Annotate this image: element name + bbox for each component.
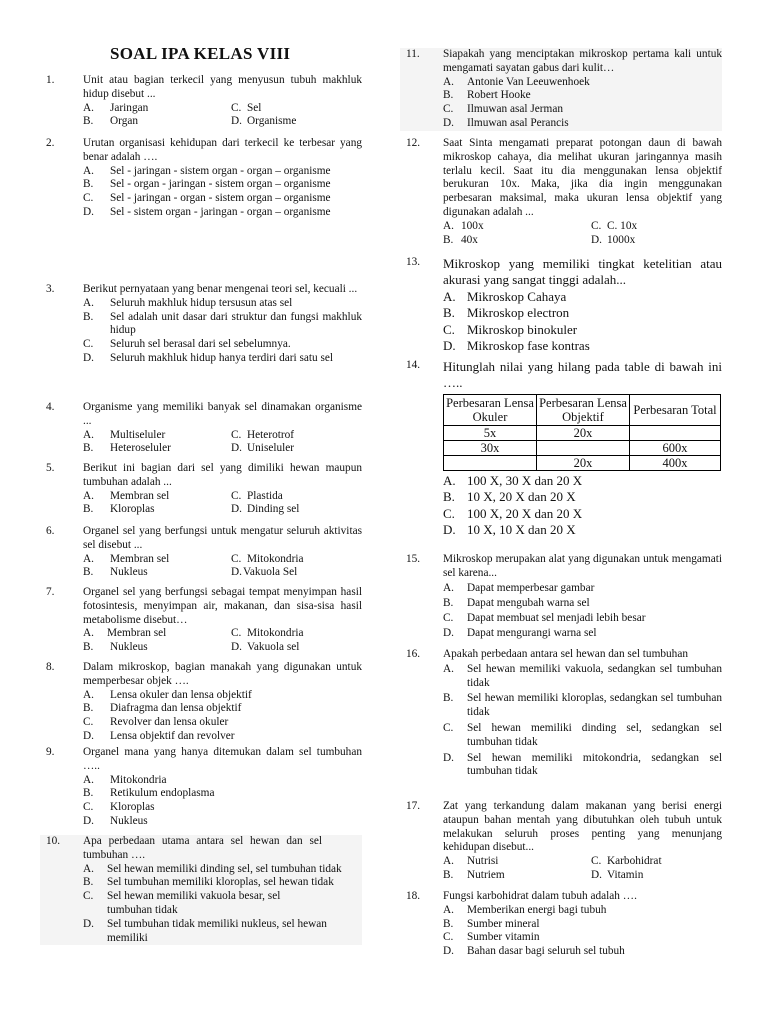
question-number: 8.	[46, 661, 55, 673]
option-c[interactable]: C. C. 10x	[591, 219, 638, 232]
option-d[interactable]: D. 1000x	[591, 233, 636, 246]
question-stem: Unit atau bagian terkecil yang menyusun tubuh makhluk hidup disebut ...	[83, 74, 362, 100]
option-c[interactable]: C. Plastida	[231, 489, 283, 502]
option-d[interactable]: D. Seluruh makhluk hidup hanya terdiri dari satu sel	[83, 351, 334, 364]
option-a[interactable]: A. Lensa okuler dan lensa objektif	[83, 688, 252, 701]
question-1	[40, 74, 362, 129]
question-number: 5.	[46, 462, 55, 474]
option-d[interactable]: D. Mikroskop fase kontras	[443, 338, 590, 354]
option-b[interactable]: B. Nukleus	[83, 566, 148, 579]
option-a[interactable]: A. Seluruh makhluk hidup tersusun atas sel	[83, 296, 293, 309]
option-d[interactable]: D. Sel - sistem organ - jaringan - organ – organisme	[83, 205, 331, 218]
option-d[interactable]: D. Vakuola sel	[231, 641, 300, 654]
table-row: 30x 600x	[444, 440, 721, 455]
question-number: 3.	[46, 283, 55, 295]
option-c[interactable]: C. Sel - jaringan - organ - sistem organ – organisme	[83, 192, 331, 205]
option-b[interactable]: B. Organ	[83, 115, 139, 128]
option-d[interactable]: D. Bahan dasar bagi seluruh sel tubuh	[443, 945, 625, 958]
option-b[interactable]: B. Retikulum endoplasma	[83, 787, 215, 800]
question-number: 10.	[46, 835, 61, 847]
question-number: 6.	[46, 525, 55, 537]
option-c[interactable]: C. 100 X, 20 X dan 20 X	[443, 505, 583, 521]
magnification-table	[443, 394, 721, 471]
question-number: 9.	[46, 746, 55, 758]
question-stem: Urutan organisasi kehidupan dari terkecil ke terbesar yang benar adalah ….	[83, 137, 362, 163]
option-c[interactable]: C. Mitokondria	[231, 552, 304, 565]
option-b[interactable]: B. Sel hewan memiliki kloroplas, sedangkan sel tumbuhan tidak	[443, 692, 722, 719]
option-b[interactable]: B. Kloroplas	[83, 503, 155, 516]
option-a[interactable]: A. Sel hewan memiliki dinding sel, sel tumbuhan tidak	[83, 862, 342, 875]
question-11	[400, 48, 722, 131]
table-row: 20x 400x	[444, 455, 721, 470]
option-b[interactable]: B. Nukleus	[83, 641, 148, 654]
table-header: Perbesaran Lensa Okuler	[444, 394, 537, 425]
question-stem: Mikroskop yang memiliki tingkat ketelitian atau akurasi yang sangat tinggi adalah...	[443, 256, 722, 288]
question-stem: Siapakah yang menciptakan mikroskop pertama kali untuk mengamati sayatan gabus dari kulit…	[443, 48, 722, 74]
option-d[interactable]: D. Lensa objektif dan revolver	[83, 729, 235, 742]
option-c[interactable]: C. Sumber vitamin	[443, 931, 540, 944]
option-d[interactable]: D. Sel tumbuhan tidak memiliki nukleus, sel hewan memiliki	[83, 917, 327, 944]
option-a[interactable]: A. 100 X, 30 X dan 20 X	[443, 472, 583, 488]
option-d[interactable]: D. 10 X, 10 X dan 20 X	[443, 522, 576, 538]
question-stem: Apakah perbedaan antara sel hewan dan sel tumbuhan	[443, 648, 688, 660]
question-7	[40, 586, 362, 655]
option-a[interactable]: A. Memberikan energi bagi tubuh	[443, 903, 607, 916]
question-stem: Saat Sinta mengamati preparat potongan daun di bawah mikroskop cahaya, dia melihat ukuran jaringannya masih terlalu kecil. Saat itu dia menggunakan lensa objektif berukuran 10x. Maka, jika dia ingin menggunakan perbesaran maksimal, maka ukuran lensa objektif yang digunakan adalah ...	[443, 137, 722, 218]
option-d[interactable]: D. Sel hewan memiliki mitokondria, sedangkan sel tumbuhan tidak	[443, 751, 722, 778]
option-d[interactable]: D. Dinding sel	[231, 503, 300, 516]
option-b[interactable]: B. Sel tumbuhan memiliki kloroplas, sel hewan tidak	[83, 876, 334, 889]
question-12	[400, 137, 722, 247]
option-b[interactable]: B. Robert Hooke	[443, 89, 531, 102]
option-d[interactable]: D. Dapat mengurangi warna sel	[443, 626, 597, 639]
option-b[interactable]: B. Sumber mineral	[443, 917, 540, 930]
option-d[interactable]: D. Ilmuwan asal Perancis	[443, 116, 569, 129]
option-c[interactable]: C. Seluruh sel berasal dari sel sebelumnya.	[83, 338, 291, 351]
option-d[interactable]: D. Vakuola Sel	[231, 566, 298, 579]
option-b[interactable]: B. Sel - organ - jaringan - sistem organ – organisme	[83, 178, 331, 191]
option-a[interactable]: A. 100x	[443, 219, 484, 232]
option-c[interactable]: C. Heterotrof	[231, 428, 295, 441]
option-b[interactable]: B. Nutriem	[443, 868, 505, 881]
option-a[interactable]: A. Membran sel	[83, 489, 170, 502]
option-c[interactable]: C. Kloroplas	[83, 801, 155, 814]
question-stem: Mikroskop merupakan alat yang digunakan untuk mengamati sel karena...	[443, 553, 722, 579]
option-a[interactable]: A. Jaringan	[83, 101, 149, 114]
question-17	[400, 800, 722, 883]
question-stem: Organel sel yang berfungsi sebagai tempat menyimpan hasil fotosintesis, menyimpan air, makanan, dan sisa-sisa hasil metabolisme disebut…	[83, 586, 362, 626]
question-stem: Berikut ini bagian dari sel yang dimiliki hewan maupun tumbuhan adalah ...	[83, 462, 362, 488]
option-b[interactable]: B. 40x	[443, 233, 478, 246]
option-c[interactable]: C. Sel hewan memiliki vakuola besar, sel tumbuhan tidak	[83, 890, 281, 916]
option-a[interactable]: A. Sel hewan memiliki vakuola, sedangkan sel tumbuhan tidak	[443, 662, 722, 689]
question-number: 14.	[406, 359, 421, 371]
option-b[interactable]: B. Diafragma dan lensa objektif	[83, 702, 242, 715]
question-15	[400, 553, 722, 641]
option-c[interactable]: C. Dapat membuat sel menjadi lebih besar	[443, 611, 646, 624]
question-9	[40, 746, 362, 829]
question-6	[40, 525, 362, 580]
question-16	[400, 648, 722, 779]
option-a[interactable]: A. Mitokondria	[83, 773, 167, 786]
table-header: Perbesaran Lensa Objektif	[537, 394, 630, 425]
question-number: 13.	[406, 256, 421, 268]
question-number: 1.	[46, 74, 55, 86]
question-2	[40, 137, 362, 220]
question-stem: Fungsi karbohidrat dalam tubuh adalah ….	[443, 890, 637, 902]
option-c[interactable]: C. Karbohidrat	[591, 855, 662, 868]
option-c[interactable]: C. Mitokondria	[231, 627, 304, 640]
question-number: 15.	[406, 553, 421, 565]
question-stem: Organisme yang memiliki banyak sel dinamakan organisme ...	[83, 401, 362, 427]
page-title: SOAL IPA KELAS VIII	[110, 44, 291, 63]
option-c[interactable]: C. Mikroskop binokuler	[443, 321, 578, 337]
question-stem: Apa perbedaan utama antara sel hewan dan sel tumbuhan ….	[83, 835, 322, 861]
option-c[interactable]: C. Revolver dan lensa okuler	[83, 716, 229, 729]
question-stem: Hitunglah nilai yang hilang pada table di bawah ini …..	[443, 359, 722, 391]
question-14	[400, 359, 722, 538]
option-a[interactable]: A. Antonie Van Leeuwenhoek	[443, 75, 590, 88]
option-b[interactable]: B. Mikroskop electron	[443, 305, 570, 321]
table-header: Perbesaran Total	[630, 394, 721, 425]
question-number: 18.	[406, 890, 421, 902]
question-13	[400, 256, 722, 354]
option-d[interactable]: D. Nukleus	[83, 814, 148, 827]
option-a[interactable]: A. Membran sel	[83, 552, 170, 565]
option-a[interactable]: A. Membran sel	[83, 627, 167, 640]
question-stem: Berikut pernyataan yang benar mengenai teori sel, kecuali ...	[83, 283, 358, 295]
option-d[interactable]: D. Uniseluler	[231, 442, 295, 455]
option-c[interactable]: C. Sel	[231, 101, 262, 114]
option-c[interactable]: C. Ilmuwan asal Jerman	[443, 103, 563, 116]
option-a[interactable]: A. Dapat memperbesar gambar	[443, 581, 595, 594]
question-5	[40, 462, 362, 517]
question-number: 17.	[406, 800, 421, 812]
option-b[interactable]: B. 10 X, 20 X dan 20 X	[443, 489, 576, 505]
question-number: 16.	[406, 648, 421, 660]
option-a[interactable]: A. Sel - jaringan - sistem organ - organ – organisme	[83, 164, 331, 177]
question-stem: Dalam mikroskop, bagian manakah yang digunakan untuk memperbesar objek ….	[83, 661, 362, 687]
option-b[interactable]: B. Heteroseluler	[83, 442, 171, 455]
question-18	[400, 890, 722, 959]
option-d[interactable]: D. Vitamin	[591, 868, 644, 881]
question-number: 12.	[406, 137, 421, 149]
option-a[interactable]: A. Nutrisi	[443, 855, 499, 868]
option-a[interactable]: A. Mikroskop Cahaya	[443, 288, 567, 304]
option-d[interactable]: D. Organisme	[231, 115, 297, 128]
option-b[interactable]: B. Sel adalah unit dasar dari struktur dan fungsi makhluk hidup	[83, 310, 362, 337]
question-stem: Organel mana yang hanya ditemukan dalam sel tumbuhan …..	[83, 746, 362, 772]
option-a[interactable]: A. Multiseluler	[83, 428, 166, 441]
question-stem: Zat yang terkandung dalam makanan yang berisi energi ataupun bahan mentah yang dibutuhkan oleh tubuh untuk melakukan seluruh proses penting yang menunjang kehidupan disebut...	[443, 800, 722, 854]
question-stem: Organel sel yang berfungsi untuk mengatur seluruh aktivitas sel disebut ...	[83, 525, 362, 551]
question-8	[40, 661, 362, 744]
question-4	[40, 401, 362, 456]
question-number: 11.	[406, 48, 420, 60]
option-c[interactable]: C. Sel hewan memiliki dinding sel, sedangkan sel tumbuhan tidak	[443, 721, 722, 748]
question-10	[40, 835, 362, 945]
question-number: 4.	[46, 401, 55, 413]
question-3	[40, 283, 362, 366]
option-b[interactable]: B. Dapat mengubah warna sel	[443, 596, 590, 609]
question-number: 2.	[46, 137, 55, 149]
table-row: 5x 20x	[444, 425, 721, 440]
question-number: 7.	[46, 586, 55, 598]
